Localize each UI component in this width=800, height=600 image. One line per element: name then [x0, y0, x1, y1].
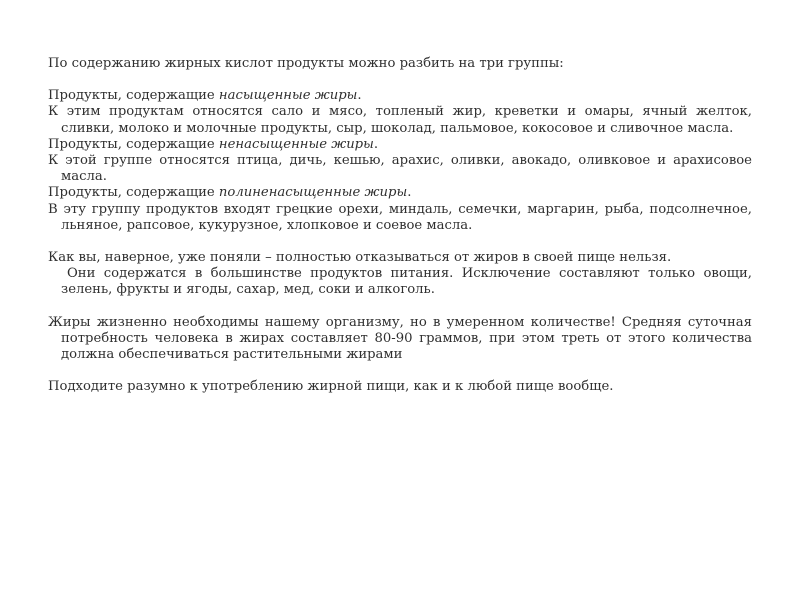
exceptions-paragraph: Они содержатся в большинстве продуктов питания. Исключение составляют только овощи, зелень, фрукты и ягоды, сахар, мед, соки и алкоголь. [61, 266, 752, 298]
group-saturated-heading [48, 88, 752, 104]
group-polyunsaturated-description: В эту группу продуктов входят грецкие орехи, миндаль, семечки, маргарин, рыба, подсолнечное, льняное, рапсовое, кукурузное, хлопковое и соевое масла. [48, 201, 752, 233]
group-heading-suffix: . [357, 88, 362, 104]
group-heading-prefix: Продукты, содержащие [48, 185, 219, 201]
paragraph-gap [48, 72, 752, 88]
paragraph-gap [48, 234, 752, 250]
saturated-fats-term: насыщенные жиры [218, 88, 358, 104]
group-heading-prefix: Продукты, содержащие [48, 136, 219, 152]
paragraph-gap [48, 299, 752, 315]
group-heading-suffix: . [407, 185, 412, 201]
necessity-paragraph: Жиры жизненно необходимы нашему организму, но в умеренном количестве! Средняя суточная потребность человека в жирах составляет 80-90 граммов, при этом треть от этого количества должна обеспечиваться растительными жирами [48, 314, 752, 363]
conclusion-paragraph: Как вы, наверное, уже поняли – полностью отказываться от жиров в своей пище нельзя. [48, 250, 672, 266]
advice-paragraph: Подходите разумно к употреблению жирной пищи, как и к любой пище вообще. [48, 379, 614, 395]
group-heading-suffix: . [373, 136, 379, 152]
group-unsaturated-heading [48, 137, 752, 153]
group-unsaturated-description: К этой группе относятся птица, дичь, кешью, арахис, оливки, авокадо, оливковое и арахисовое масла. [48, 153, 752, 185]
group-saturated-description: К этим продуктам относятся сало и мясо, топленый жир, креветки и омары, ячный желток, сливки, молоко и молочные продукты, сыр, шоколад, пальмовое, кокосовое и сливочное масла. [48, 104, 752, 136]
intro-paragraph: По содержанию жирных кислот продукты можно разбить на три группы: [48, 56, 564, 71]
group-polyunsaturated-heading [48, 185, 752, 201]
slide-text-body [48, 56, 752, 395]
polyunsaturated-fats-term: полиненасыщенные жиры [218, 185, 408, 201]
unsaturated-fats-term: ненасыщенные жиры [218, 136, 374, 152]
group-heading-prefix: Продукты, содержащие [48, 88, 219, 104]
paragraph-gap [48, 363, 752, 379]
